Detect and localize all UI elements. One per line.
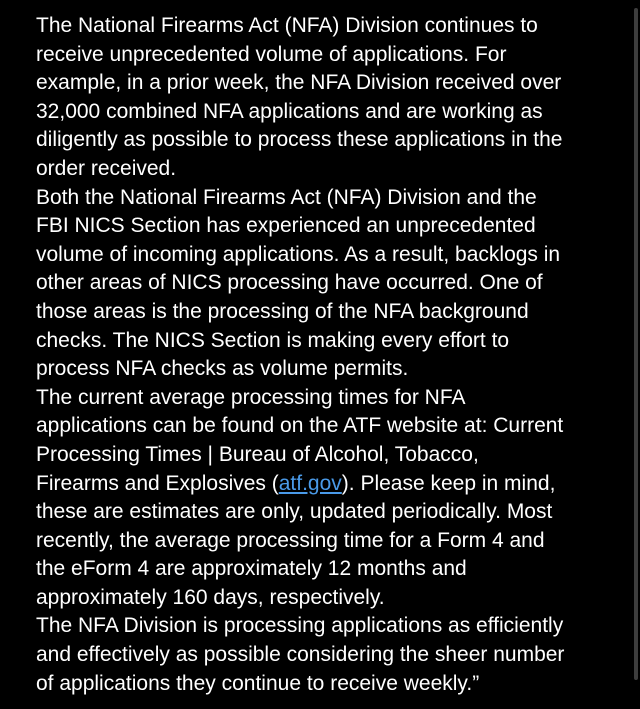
vertical-scrollbar[interactable] [632,0,640,709]
atf-gov-link[interactable]: atf.gov [278,471,342,495]
paragraph-processing-times [36,384,610,613]
paragraph-efficiency: The NFA Division is processing applications as efficiently and effectively as possible considering the sheer number of applications they continue to receive weekly.” [36,614,565,695]
processing-times-text-start: The current average processing times for NFA applications can be found on the ATF website at: Current Processing Times | Bureau of Alcohol, Tobacco, Firearms and Explosives ( [36,385,564,495]
scrollbar-thumb[interactable] [634,8,638,680]
message-body [36,12,610,698]
paragraph-nics-backlog: Both the National Firearms Act (NFA) Division and the FBI NICS Section has experienced an unprecedented volume of incoming applications. As a result, backlogs in other areas of NICS processing have occurred. One of those areas is the processing of the NFA background checks. The NICS Section is making every effort to process NFA checks as volume permits. [36,185,561,381]
paragraph-nfa-volume: The National Firearms Act (NFA) Division continues to receive unprecedented volume of applications. For example, in a prior week, the NFA Division received over 32,000 combined NFA applications and are working as diligently as possible to process these applications in the order received. [36,14,563,180]
processing-times-text-end: ). Please keep in mind, these are estimates are only, updated periodically. Most recently, the average processing time for a Form 4 and the eForm 4 are approximately 12 months and approximately 160 days, respectively. [36,471,556,609]
